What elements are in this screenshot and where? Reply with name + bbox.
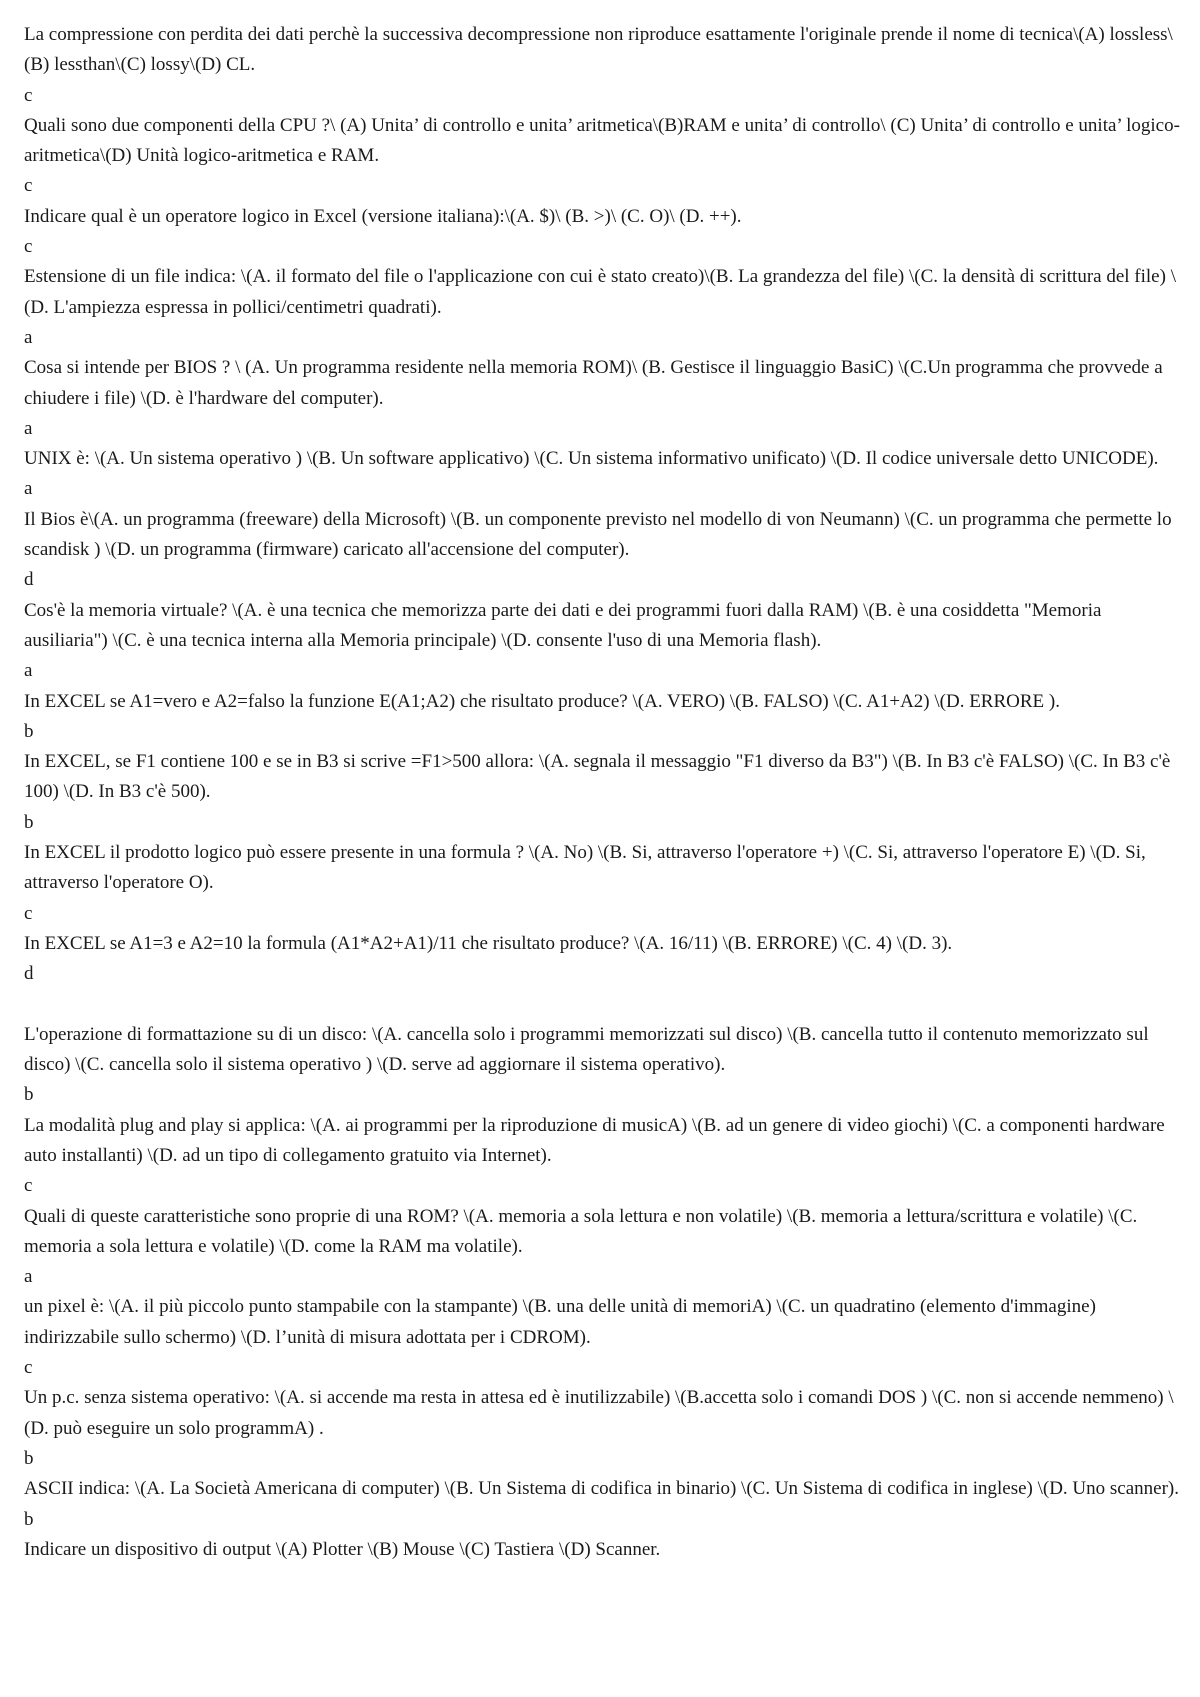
answer-13: b (24, 1084, 34, 1106)
answer-2: c (24, 175, 33, 197)
answer-6: a (24, 478, 33, 500)
question-9: In EXCEL se A1=vero e A2=falso la funzione E(A1;A2) che risultato produce? \(A. VERO) \(B. FALSO) \(C. A1+A2) \(D. ERRORE ). (24, 690, 1060, 712)
answer-12: d (24, 963, 34, 985)
answer-15: a (24, 1266, 33, 1288)
answer-14: c (24, 1175, 33, 1197)
question-1: La compressione con perdita dei dati perchè la successiva decompressione non riproduce esattamente l'originale prende il nome di tecnica\(A) lossless\(B) lessthan\(C) lossy\(D) CL. (24, 24, 1173, 76)
question-10: In EXCEL, se F1 contiene 100 e se in B3 si scrive =F1>500 allora: \(A. segnala il messaggio "F1 diverso da B3") \(B. In B3 c'è FALSO) \(C. In B3 c'è 100) \(D. In B3 c'è 500). (24, 751, 1171, 803)
question-8: Cos'è la memoria virtuale? \(A. è una tecnica che memorizza parte dei dati e dei programmi fuori dalla RAM) \(B. è una cosiddetta "Memoria ausiliaria") \(C. è una tecnica interna alla Memoria principale) \(D. consente l'uso di una Memoria flash). (24, 599, 1102, 651)
question-4: Estensione di un file indica: \(A. il formato del file o l'applicazione con cui è stato creato)\(B. La grandezza del file) \(C. la densità di scrittura del file) \(D. L'ampiezza espressa in pollici/centimetri quadrati). (24, 266, 1176, 318)
answer-17: b (24, 1447, 34, 1469)
answer-9: b (24, 720, 34, 742)
answer-16: c (24, 1357, 33, 1379)
question-12: In EXCEL se A1=3 e A2=10 la formula (A1*A2+A1)/11 che risultato produce? \(A. 16/11) \(B. ERRORE) \(C. 4) \(D. 3). (24, 932, 953, 954)
blank-line (24, 990, 1180, 1020)
question-5: Cosa si intende per BIOS ? \ (A. Un programma residente nella memoria ROM)\ (B. Gestisce il linguaggio BasiC) \(C.Un programma che provvede a chiudere i file) \(D. è l'hardware del computer). (24, 357, 1163, 409)
question-16: un pixel è: \(A. il più piccolo punto stampabile con la stampante) \(B. una delle unità di memoriA) \(C. un quadratino (elemento d'immagine) indirizzabile sullo schermo) \(D. l’unità di misura adottata per i CDROM). (24, 1296, 1096, 1348)
question-13: L'operazione di formattazione su di un disco: \(A. cancella solo i programmi memorizzati sul disco) \(B. cancella tutto il contenuto memorizzato sul disco) \(C. cancella solo il sistema operativo ) \(D. serve ad aggiornare il sistema operativo). (24, 1023, 1149, 1076)
answer-3: c (24, 236, 33, 258)
answer-18: b (24, 1508, 34, 1530)
question-11: In EXCEL il prodotto logico può essere presente in una formula ? \(A. No) \(B. Si, attraverso l'operatore +) \(C. Si, attraverso l'operatore E) \(D. Si, attraverso l'operatore O). (24, 842, 1146, 894)
question-14: La modalità plug and play si applica: \(A. ai programmi per la riproduzione di musicA) \(B. ad un genere di video giochi) \(C. a componenti hardware auto installanti) \(D. ad un tipo di collegamento gratuito via Internet). (24, 1114, 1165, 1166)
question-6: UNIX è: \(A. Un sistema operativo ) \(B. Un software applicativo) \(C. Un sistema informativo unificato) \(D. Il codice universale detto UNICODE). (24, 448, 1159, 470)
answer-7: d (24, 569, 34, 591)
quiz-document (24, 20, 1180, 1565)
question-18: ASCII indica: \(A. La Società Americana di computer) \(B. Un Sistema di codifica in binario) \(C. Un Sistema di codifica in inglese) \(D. Uno scanner). (24, 1478, 1180, 1500)
answer-4: a (24, 326, 33, 348)
answer-10: b (24, 811, 34, 833)
question-17: Un p.c. senza sistema operativo: \(A. si accende ma resta in attesa ed è inutilizzabile) \(B.accetta solo i comandi DOS ) \(C. non si accende nemmeno) \(D. può eseguire un solo programmA) . (24, 1387, 1174, 1439)
question-7: Il Bios è\(A. un programma (freeware) della Microsoft) \(B. un componente previsto nel modello di von Neumann) \(C. un programma che permette lo scandisk ) \(D. un programma (firmware) caricato all'accensione del computer). (24, 508, 1172, 561)
answer-11: c (24, 902, 33, 924)
answer-1: c (24, 84, 33, 106)
question-19: Indicare un dispositivo di output \(A) Plotter \(B) Mouse \(C) Tastiera \(D) Scanner. (24, 1538, 661, 1560)
answer-5: a (24, 417, 33, 439)
question-3: Indicare qual è un operatore logico in Excel (versione italiana):\(A. $)\ (B. >)\ (C. O)\ (D. ++). (24, 205, 742, 227)
answer-8: a (24, 660, 33, 682)
question-15: Quali di queste caratteristiche sono proprie di una ROM? \(A. memoria a sola lettura e non volatile) \(B. memoria a lettura/scrittura e volatile) \(C. memoria a sola lettura e volatile) \(D. come la RAM ma volatile). (24, 1205, 1138, 1257)
question-2: Quali sono due componenti della CPU ?\ (A) Unita’ di controllo e unita’ aritmetica\(B)RAM e unita’ di controllo\ (C) Unita’ di controllo e unita’ logico-aritmetica\(D) Unità logico-aritmetica e RAM. (24, 114, 1180, 167)
